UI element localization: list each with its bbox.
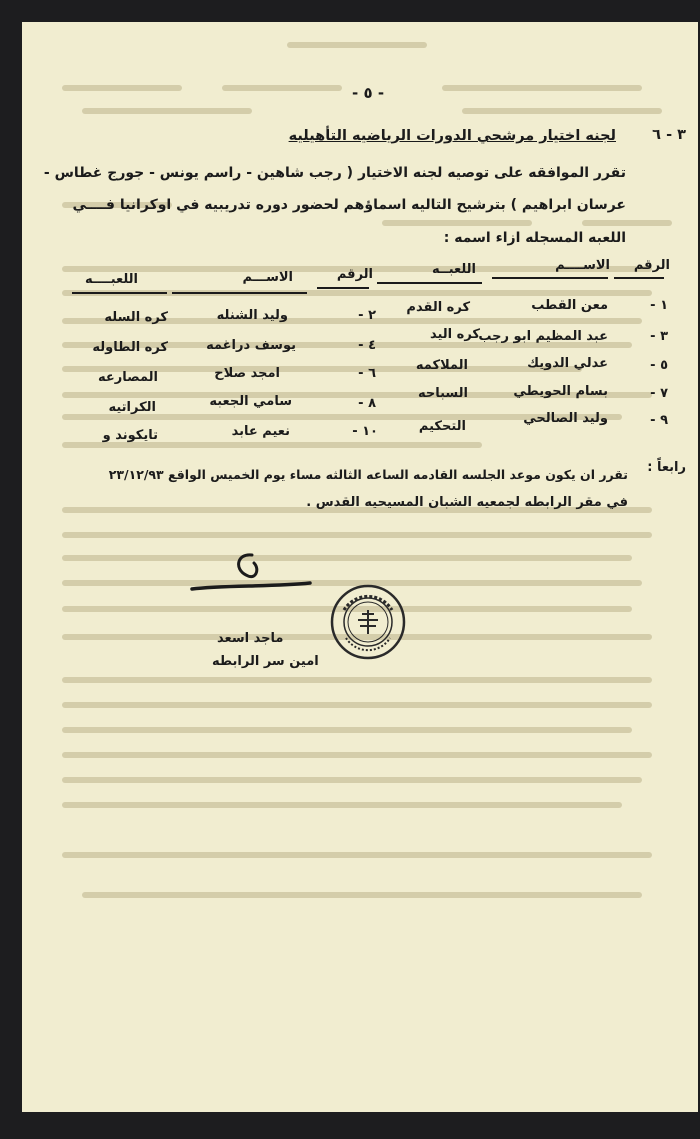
header-rule-left-game bbox=[72, 292, 167, 294]
left-row-3-number: ٦ - bbox=[358, 366, 376, 381]
body-line-1: تقرر الموافقه على توصيه لجنه الاختيار ( رجب شاهين - راسم يونس - جورج غطاس - bbox=[43, 165, 626, 181]
handwritten-signature bbox=[182, 547, 322, 597]
section-number: ٣ - ٦ bbox=[652, 127, 686, 143]
left-row-2-name: يوسف دراغمه bbox=[206, 338, 296, 353]
right-row-1-name: معن القطب bbox=[531, 298, 608, 313]
left-row-1-name: وليد الشنله bbox=[216, 308, 288, 323]
header-right-number: الرقم bbox=[633, 258, 670, 273]
header-left-name: الاســـم bbox=[242, 270, 293, 285]
signatory-name: ماجد اسعد bbox=[217, 631, 284, 646]
right-row-4-name: بسام الحويطي bbox=[513, 384, 608, 399]
right-row-5-number: ٩ - bbox=[650, 413, 668, 428]
right-row-1-game: كره القدم bbox=[406, 300, 470, 315]
body-line-3: اللعبه المسجله ازاء اسمه : bbox=[443, 230, 626, 246]
right-row-5-name: وليد الصالحي bbox=[523, 411, 608, 426]
section-title: لجنه اختيار مرشحي الدورات الرياضيه التأهيليه bbox=[288, 128, 616, 144]
header-left-number: الرقم bbox=[336, 267, 373, 282]
header-rule-right-name bbox=[492, 277, 608, 279]
right-row-1-number: ١ - bbox=[650, 298, 668, 313]
right-row-4-number: ٧ - bbox=[650, 386, 668, 401]
left-row-2-number: ٤ - bbox=[358, 338, 376, 353]
left-row-4-name: سامي الجعبه bbox=[209, 394, 292, 409]
header-left-game: اللعبــــه bbox=[85, 272, 138, 287]
right-row-3-name: عدلي الدويك bbox=[527, 356, 608, 371]
right-row-5-game: التحكيم bbox=[418, 419, 466, 434]
fourth-line-2: في مقر الرابطه لجمعيه الشبان المسيحيه القدس . bbox=[306, 495, 628, 510]
body-line-2: عرسان ابراهيم ) بترشيح التاليه اسماؤهم لحضور دوره تدريبيه في اوكرانيا فــــي bbox=[72, 197, 626, 213]
left-row-1-game: كره السله bbox=[104, 310, 168, 325]
left-row-5-name: نعيم عابد bbox=[231, 424, 290, 439]
league-stamp bbox=[328, 582, 408, 662]
header-right-name: الاســــم bbox=[555, 258, 610, 273]
page-number: - ٥ - bbox=[352, 84, 385, 102]
fourth-label: رابعاً : bbox=[647, 460, 686, 475]
header-rule-right-game bbox=[377, 282, 482, 284]
left-row-5-game: تايكوند و bbox=[102, 428, 158, 443]
header-rule-left-name bbox=[172, 292, 307, 294]
left-row-1-number: ٢ - bbox=[358, 308, 376, 323]
right-row-3-number: ٥ - bbox=[650, 358, 668, 373]
header-rule-left-number bbox=[317, 287, 369, 289]
document-page bbox=[22, 22, 698, 1112]
left-row-2-game: كره الطاوله bbox=[92, 340, 168, 355]
right-row-3-game: الملاكمه bbox=[415, 358, 468, 373]
right-row-2-number: ٣ - bbox=[650, 329, 668, 344]
left-row-4-game: الكراتيه bbox=[108, 400, 156, 415]
bleed-through-marks bbox=[22, 22, 698, 1112]
left-row-3-game: المصارعه bbox=[98, 370, 158, 385]
left-row-5-number: ١٠ - bbox=[352, 424, 378, 439]
right-row-2-game: كره اليد bbox=[429, 327, 480, 342]
header-rule-right-number bbox=[614, 277, 664, 279]
fourth-line-1: تقرر ان يكون موعد الجلسه القادمه الساعه الثالثه مساء يوم الخميس الواقع ٢٣/١٢/٩٣ bbox=[108, 467, 628, 482]
right-row-4-game: السباحه bbox=[417, 386, 468, 401]
header-right-game: اللعبــه bbox=[431, 262, 476, 277]
signatory-title: امين سر الرابطه bbox=[212, 654, 319, 669]
left-row-3-name: امجد صلاح bbox=[214, 366, 280, 381]
right-row-2-name: عبد المظيم ابو رجب bbox=[478, 329, 608, 344]
left-row-4-number: ٨ - bbox=[358, 396, 376, 411]
